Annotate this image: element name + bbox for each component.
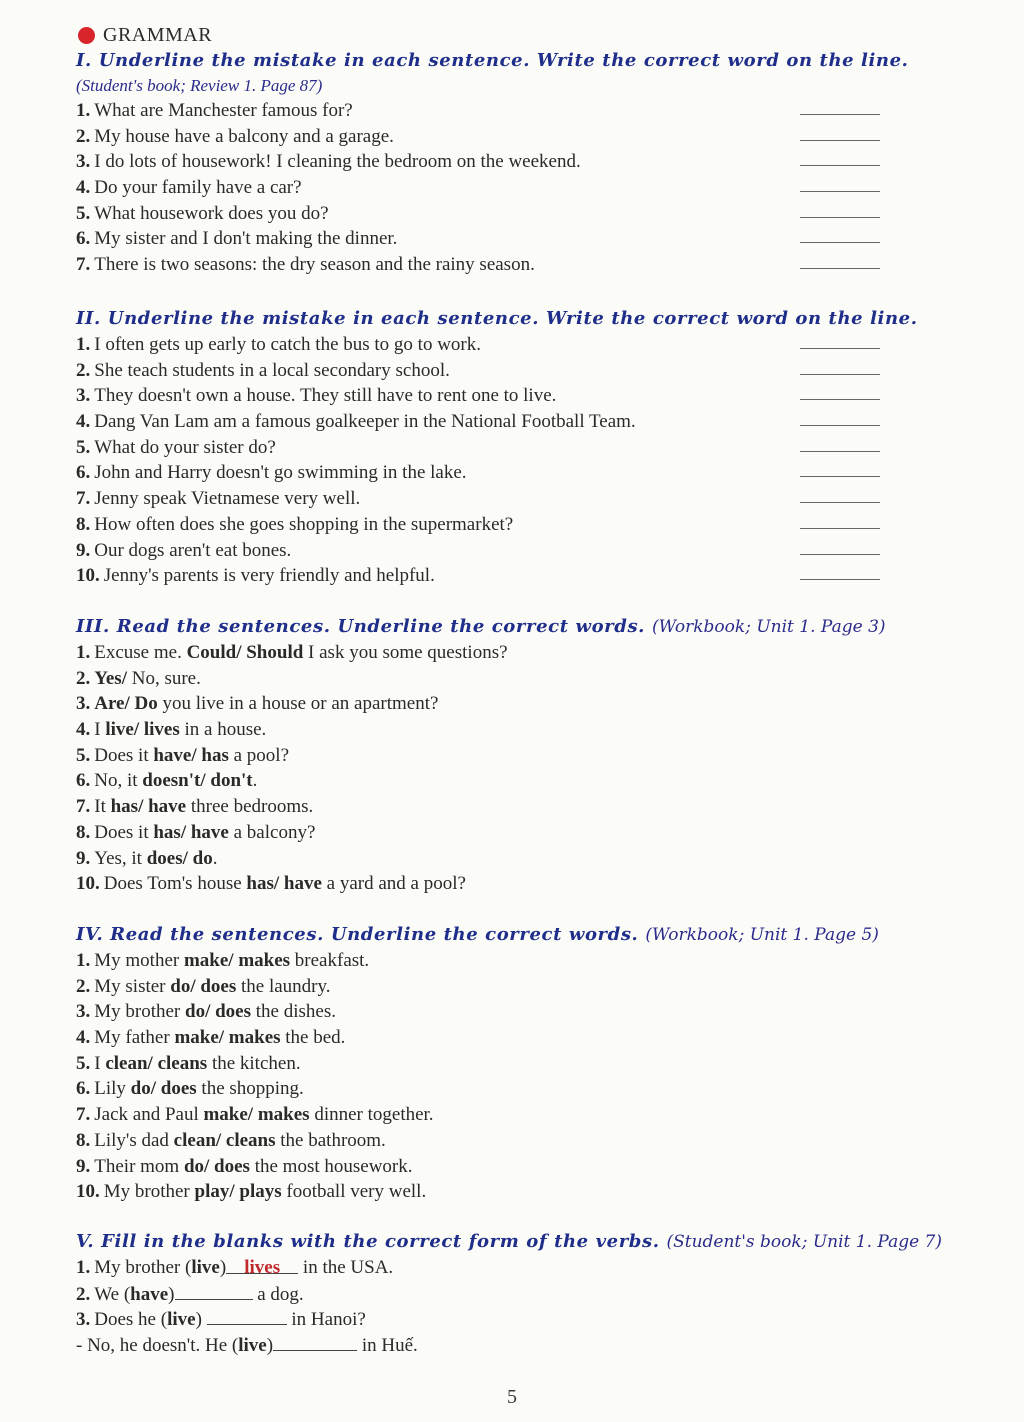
word-options[interactable]: has/ have — [246, 873, 322, 895]
answer-line[interactable] — [800, 140, 880, 141]
answer-line[interactable] — [800, 476, 880, 477]
item-sentence: John and Harry doesn't go swimming in the lake. — [94, 462, 467, 484]
item-text-before: Lily's dad — [94, 1129, 174, 1151]
answer-line[interactable] — [800, 554, 880, 555]
item-text-before: My sister — [94, 975, 171, 997]
word-options[interactable]: make/ makes — [203, 1104, 310, 1126]
section-5-instruction — [76, 1229, 956, 1255]
word-options[interactable]: do/ does — [185, 1001, 252, 1023]
answer-line[interactable] — [800, 374, 880, 375]
item-number: 3. — [76, 693, 91, 715]
item-number: 8. — [76, 821, 91, 843]
item-text-after: in Huế. — [357, 1335, 418, 1357]
item-text-before: Does Tom's house — [103, 873, 247, 895]
answer-line[interactable] — [800, 451, 880, 452]
list-item — [76, 1332, 956, 1358]
item-text-before: My mother — [94, 950, 184, 971]
item-number: 3. — [76, 151, 91, 173]
item-number: 1. — [76, 100, 91, 121]
list-item — [76, 175, 956, 201]
item-sentence: I do lots of housework! I cleaning the bedroom on the weekend. — [94, 151, 581, 173]
answer-line[interactable] — [800, 242, 880, 243]
item-sentence: My house have a balcony and a garage. — [94, 125, 394, 147]
list-item — [76, 383, 956, 409]
word-options[interactable]: do/ does — [170, 975, 237, 997]
word-options[interactable]: make/ makes — [183, 950, 291, 971]
item-text-after: . — [252, 770, 258, 792]
item-number: 9. — [76, 1155, 91, 1177]
item-number: 2. — [76, 975, 91, 997]
item-sentence: She teach students in a local secondary school. — [94, 359, 450, 381]
list-item — [76, 871, 956, 897]
item-sentence: What do your sister do? — [94, 436, 276, 458]
section-3-instruction-text: III. Read the sentences. Underline the correct words. — [76, 616, 646, 637]
answer-line[interactable] — [800, 579, 880, 580]
item-number: 3. — [76, 1001, 91, 1023]
list-item — [76, 1281, 956, 1307]
verb-hint: have — [130, 1283, 169, 1305]
word-options[interactable]: have/ has — [153, 744, 229, 766]
item-text-before: Does it — [94, 744, 154, 766]
section-4-instruction — [76, 922, 956, 948]
list-item — [76, 846, 956, 872]
item-number: 4. — [76, 411, 91, 433]
list-item — [76, 201, 956, 227]
item-text-before: Lily — [94, 1078, 131, 1100]
word-options[interactable]: has/ have — [110, 796, 187, 818]
answer-line[interactable] — [800, 268, 880, 269]
list-item — [76, 948, 956, 974]
item-number: 9. — [76, 847, 91, 869]
verb-hint: live — [167, 1309, 196, 1331]
item-text-mid: ) — [219, 1257, 227, 1278]
answer-blank[interactable] — [207, 1306, 287, 1325]
word-options[interactable]: Could/ Should — [186, 642, 304, 663]
item-number: 5. — [76, 436, 91, 458]
answer-line[interactable] — [800, 191, 880, 192]
item-number: 1. — [76, 642, 91, 663]
list-item — [76, 512, 956, 538]
list-item — [76, 1076, 956, 1102]
red-bullet-icon — [78, 27, 95, 44]
item-sentence: There is two seasons: the dry season and the rainy season. — [94, 254, 535, 276]
item-text-after: a dog. — [252, 1283, 304, 1305]
list-item — [76, 149, 956, 175]
list-item — [76, 1154, 956, 1180]
item-number: 3. — [76, 385, 91, 407]
answer-blank[interactable] — [273, 1332, 357, 1351]
item-text-after: a pool? — [228, 744, 290, 766]
word-options[interactable]: doesn't/ don't — [142, 770, 253, 792]
section-5 — [76, 1229, 956, 1358]
item-text-before: Does he ( — [94, 1309, 168, 1331]
item-text-mid: ) — [266, 1335, 274, 1357]
list-item — [76, 1025, 956, 1051]
item-number: 8. — [76, 1129, 91, 1151]
page-number: 5 — [507, 1386, 517, 1408]
word-options[interactable]: does/ do — [146, 847, 213, 869]
item-number: 1. — [76, 950, 91, 971]
item-text-before: It — [94, 796, 111, 818]
word-options[interactable]: play/ plays — [194, 1181, 282, 1203]
item-sentence: Dang Van Lam am a famous goalkeeper in the National Football Team. — [94, 411, 636, 433]
section-5-reference: (Student's book; Unit 1. Page 7) — [666, 1232, 942, 1252]
item-text-after: in Hanoi? — [286, 1309, 366, 1331]
list-item — [76, 1102, 956, 1128]
item-sentence: What are Manchester famous for? — [94, 100, 353, 121]
item-number: 10. — [76, 1181, 100, 1203]
list-item — [76, 768, 956, 794]
item-sentence: They doesn't own a house. They still have to rent one to live. — [94, 385, 557, 407]
grammar-title: GRAMMAR — [103, 23, 213, 46]
list-item — [76, 691, 956, 717]
item-text-before: Does it — [94, 821, 154, 843]
answer-line[interactable] — [800, 399, 880, 400]
word-options[interactable]: make/ makes — [174, 1027, 281, 1049]
item-number: 3. — [76, 1309, 91, 1331]
answer-line[interactable] — [800, 528, 880, 529]
item-number: 6. — [76, 770, 91, 792]
item-sentence: What housework does you do? — [94, 202, 329, 224]
item-sentence: Our dogs aren't eat bones. — [94, 539, 292, 561]
section-4-reference: (Workbook; Unit 1. Page 5) — [645, 925, 879, 945]
item-text-after: the most housework. — [249, 1155, 413, 1177]
verb-hint: live — [238, 1335, 267, 1357]
item-number: 6. — [76, 228, 91, 250]
answer-line[interactable] — [800, 348, 880, 349]
list-item — [76, 1051, 956, 1077]
item-text-before: Their mom — [94, 1155, 184, 1177]
list-item — [76, 538, 956, 564]
item-text-before: Jack and Paul — [94, 1104, 204, 1126]
section-1-list — [76, 98, 956, 278]
list-item — [76, 1255, 956, 1281]
item-text-after: the dishes. — [251, 1001, 336, 1023]
item-text-mid: ) — [168, 1283, 175, 1305]
item-number: 5. — [76, 744, 91, 766]
word-options[interactable]: clean/ cleans — [173, 1129, 276, 1151]
item-text-after: . — [212, 847, 218, 869]
item-text-before: I — [94, 719, 106, 741]
item-number: 7. — [76, 1104, 91, 1126]
section-2 — [76, 306, 956, 589]
item-text-after: the bed. — [280, 1027, 346, 1049]
item-number: 4. — [76, 719, 91, 741]
section-3-instruction — [76, 614, 956, 640]
item-text-before: My father — [94, 1027, 175, 1049]
list-item — [76, 435, 956, 461]
grammar-heading — [78, 22, 212, 48]
list-item — [76, 666, 956, 692]
word-options[interactable]: do/ does — [130, 1078, 197, 1100]
item-number: 4. — [76, 1027, 91, 1049]
section-1 — [76, 48, 956, 278]
list-item — [76, 1128, 956, 1154]
list-item — [76, 794, 956, 820]
list-item — [76, 358, 956, 384]
list-item — [76, 98, 956, 124]
item-sentence: Do your family have a car? — [94, 177, 302, 199]
section-4 — [76, 922, 956, 1205]
section-3-reference: (Workbook; Unit 1. Page 3) — [651, 617, 886, 637]
item-text-before: I — [94, 1052, 106, 1074]
item-text-after: a yard and a pool? — [321, 873, 466, 895]
item-number: 7. — [76, 488, 91, 510]
item-text-after: three bedrooms. — [186, 796, 314, 818]
item-number: 5. — [76, 1052, 91, 1074]
item-text-before: Excuse me. — [94, 642, 187, 663]
item-text-after: you live in a house or an apartment? — [157, 693, 439, 715]
word-options[interactable]: do/ does — [183, 1155, 250, 1177]
item-number: 7. — [76, 796, 91, 818]
item-number: 7. — [76, 254, 91, 276]
item-number: 1. — [76, 1257, 91, 1278]
item-number: 2. — [76, 667, 91, 689]
item-number: 2. — [76, 125, 91, 147]
section-2-list — [76, 332, 956, 589]
verb-hint: live — [191, 1257, 220, 1278]
item-sentence: Jenny speak Vietnamese very well. — [94, 488, 361, 510]
section-1-reference: (Student's book; Review 1. Page 87) — [76, 76, 323, 95]
item-sentence: Jenny's parents is very friendly and helpful. — [103, 565, 435, 587]
list-item — [76, 460, 956, 486]
list-item — [76, 1179, 956, 1205]
word-options[interactable]: clean/ cleans — [105, 1052, 208, 1074]
word-options[interactable]: Yes/ — [94, 667, 127, 689]
item-text-before: We ( — [94, 1283, 131, 1305]
word-options[interactable]: live/ lives — [105, 719, 180, 741]
item-text-before: No, it — [94, 770, 143, 792]
item-text-after: the kitchen. — [207, 1052, 301, 1074]
item-text-after: in the USA. — [298, 1257, 394, 1278]
item-number: 5. — [76, 202, 91, 224]
answer-blank[interactable] — [175, 1281, 253, 1300]
list-item — [76, 332, 956, 358]
answer-blank[interactable]: lives — [226, 1255, 298, 1274]
item-text-after: the laundry. — [236, 975, 331, 997]
item-sentence: How often does she goes shopping in the supermarket? — [94, 513, 514, 535]
list-item — [76, 563, 956, 589]
list-item — [76, 999, 956, 1025]
item-sentence: I often gets up early to catch the bus to go to work. — [94, 334, 482, 355]
answer-line[interactable] — [800, 114, 880, 115]
answer-line[interactable] — [800, 165, 880, 166]
item-number: 6. — [76, 1078, 91, 1100]
list-item — [76, 974, 956, 1000]
item-number: 2. — [76, 1283, 91, 1305]
item-number: 4. — [76, 177, 91, 199]
word-options[interactable]: Are/ Do — [94, 693, 158, 715]
answer-line[interactable] — [800, 425, 880, 426]
list-item — [76, 252, 956, 278]
section-1-instruction: I. Underline the mistake in each sentence. Write the correct word on the line. — [76, 50, 909, 71]
section-5-list — [76, 1255, 956, 1358]
item-text-before: My brother — [103, 1181, 195, 1203]
item-number: 1. — [76, 334, 91, 355]
section-3-list — [76, 640, 956, 897]
item-text-after: a balcony? — [228, 821, 316, 843]
item-number: 10. — [76, 565, 100, 587]
list-item — [76, 820, 956, 846]
item-text-before: My brother — [94, 1001, 186, 1023]
item-text-after: dinner together. — [309, 1104, 434, 1126]
word-options[interactable]: has/ have — [153, 821, 229, 843]
list-item — [76, 717, 956, 743]
section-4-list — [76, 948, 956, 1205]
answer-line[interactable] — [800, 217, 880, 218]
item-text-after: I ask you some questions? — [303, 642, 508, 663]
item-text-before: Yes, it — [94, 847, 147, 869]
item-text-after: football very well. — [281, 1181, 427, 1203]
item-number: 9. — [76, 539, 91, 561]
section-5-instruction-text: V. Fill in the blanks with the correct form of the verbs. — [76, 1231, 660, 1252]
item-text-after: in a house. — [179, 719, 267, 741]
item-number: 10. — [76, 873, 100, 895]
list-item — [76, 409, 956, 435]
item-number: 8. — [76, 513, 91, 535]
item-text-mid: ) — [195, 1309, 207, 1331]
section-4-instruction-text: IV. Read the sentences. Underline the correct words. — [76, 924, 639, 945]
item-text-after: the bathroom. — [275, 1129, 386, 1151]
item-sentence: My sister and I don't making the dinner. — [94, 228, 398, 250]
list-item — [76, 640, 956, 666]
item-text-after: No, sure. — [126, 667, 201, 689]
item-text-before: My brother ( — [94, 1257, 192, 1278]
list-item — [76, 226, 956, 252]
section-3 — [76, 614, 956, 897]
item-text-after: breakfast. — [290, 950, 370, 971]
section-2-instruction: II. Underline the mistake in each sentence. Write the correct word on the line. — [76, 308, 918, 329]
list-item — [76, 1306, 956, 1332]
list-item — [76, 743, 956, 769]
answer-line[interactable] — [800, 502, 880, 503]
item-number: 2. — [76, 359, 91, 381]
item-text-before: - No, he doesn't. He ( — [76, 1335, 239, 1357]
list-item — [76, 486, 956, 512]
item-text-after: the shopping. — [196, 1078, 304, 1100]
list-item — [76, 124, 956, 150]
item-number: 6. — [76, 462, 91, 484]
